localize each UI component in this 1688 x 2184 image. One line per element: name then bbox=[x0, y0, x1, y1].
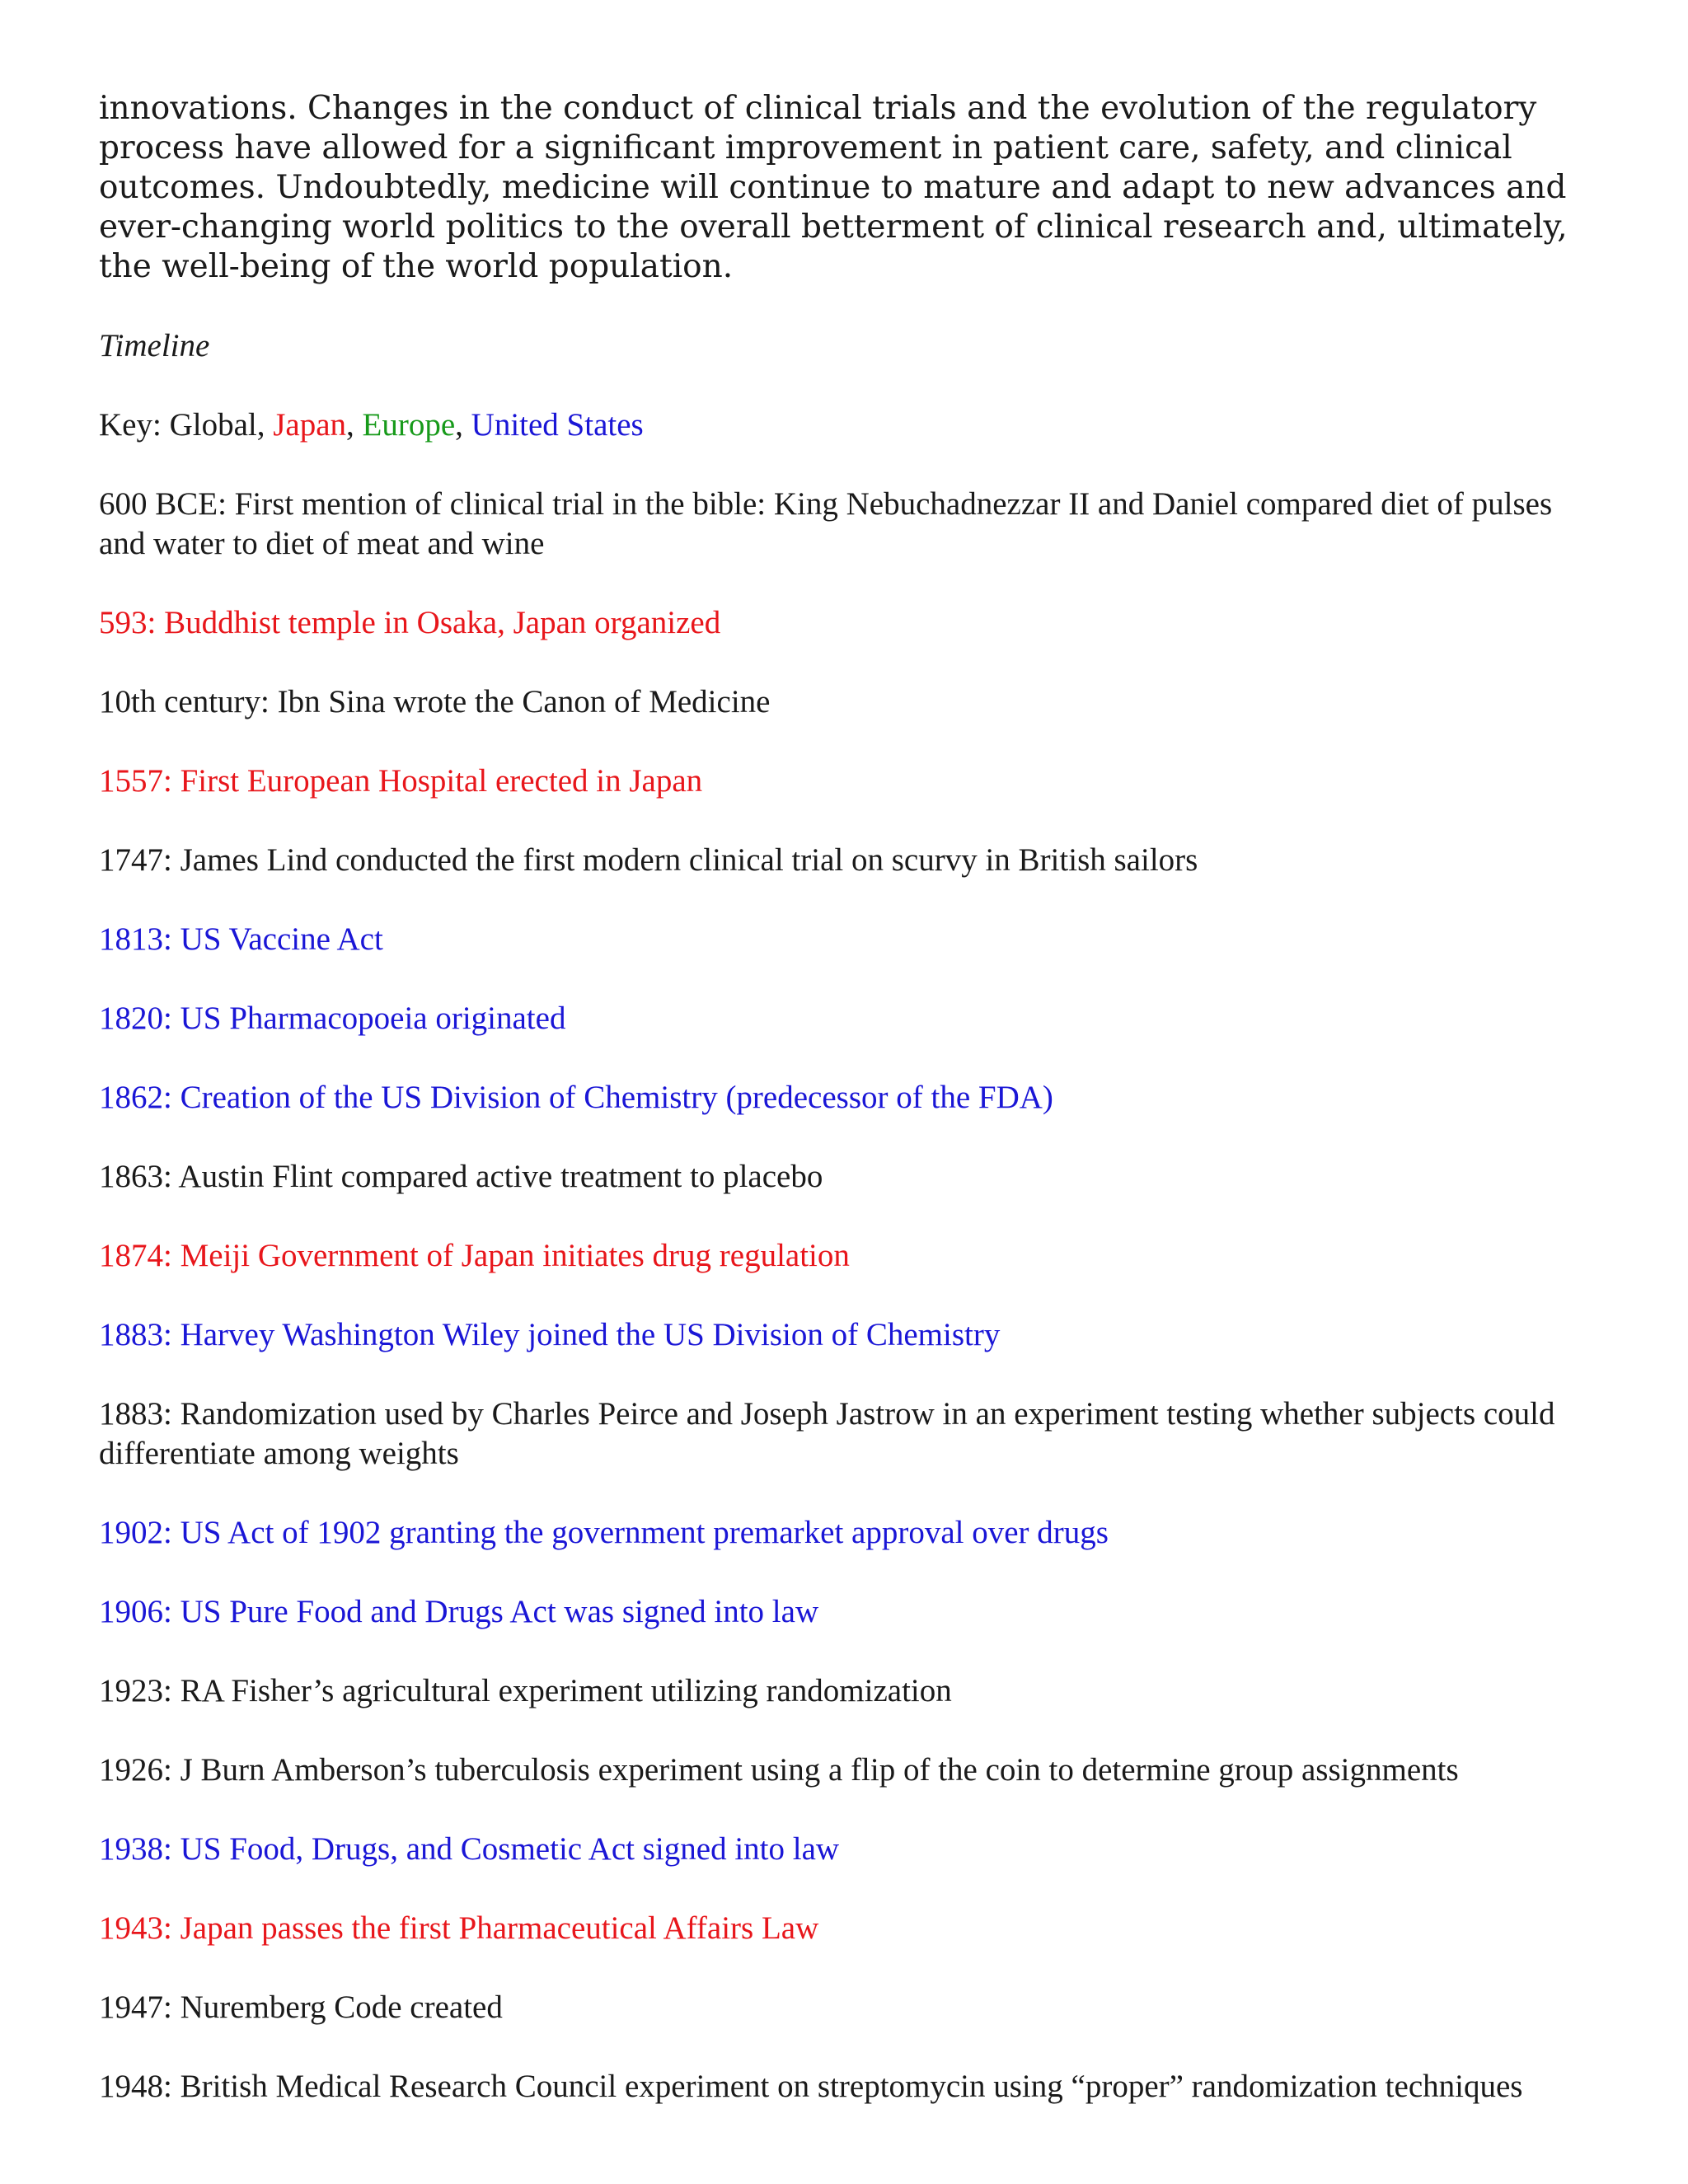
key-united-states: United States bbox=[471, 407, 644, 443]
timeline-entry-us: 1906: US Pure Food and Drugs Act was signed into law bbox=[99, 1594, 819, 1629]
timeline-entry-japan: 1557: First European Hospital erected in Japan bbox=[99, 763, 703, 799]
key-prefix: Key: bbox=[99, 407, 170, 443]
timeline-entry-global: 10th century: Ibn Sina wrote the Canon of Medicine bbox=[99, 684, 771, 719]
timeline-list bbox=[99, 485, 1599, 2107]
key-separator: , bbox=[455, 407, 471, 443]
timeline-entry-global: 1926: J Burn Amberson’s tuberculosis experiment using a flip of the coin to determine group assignments bbox=[99, 1752, 1459, 1788]
timeline-entry-us: 1902: US Act of 1902 granting the government premarket approval over drugs bbox=[99, 1515, 1109, 1550]
timeline-entry-us: 1883: Harvey Washington Wiley joined the US Division of Chemistry bbox=[99, 1317, 1001, 1352]
timeline-entry-japan: 1874: Meiji Government of Japan initiates drug regulation bbox=[99, 1238, 850, 1273]
document-page bbox=[99, 89, 1599, 2107]
timeline-entry-us: 1820: US Pharmacopoeia originated bbox=[99, 1001, 566, 1036]
key-japan: Japan bbox=[273, 407, 347, 443]
timeline-entry-us: 1862: Creation of the US Division of Chemistry (predecessor of the FDA) bbox=[99, 1080, 1053, 1115]
timeline-entry-us: 1813: US Vaccine Act bbox=[99, 921, 383, 957]
key-separator: , bbox=[346, 407, 363, 443]
timeline-entry-japan: 1943: Japan passes the first Pharmaceutical Affairs Law bbox=[99, 1910, 819, 1946]
color-key bbox=[99, 405, 1599, 445]
timeline-entry-global: 600 BCE: First mention of clinical trial in the bible: King Nebuchadnezzar II and Daniel compared diet of pulses and water to diet of meat and wine bbox=[99, 486, 1553, 561]
timeline-entry-global: 1923: RA Fisher’s agricultural experiment utilizing randomization bbox=[99, 1673, 952, 1708]
timeline-entry-global: 1948: British Medical Research Council experiment on streptomycin using “proper” randomization techniques bbox=[99, 2069, 1523, 2104]
key-separator: , bbox=[256, 407, 274, 443]
timeline-entry-global: 1883: Randomization used by Charles Peirce and Joseph Jastrow in an experiment testing whether subjects could differentiate among weights bbox=[99, 1396, 1555, 1471]
key-europe: Europe bbox=[362, 407, 456, 443]
key-global: Global bbox=[169, 407, 257, 443]
timeline-entry-global: 1747: James Lind conducted the first modern clinical trial on scurvy in British sailors bbox=[99, 842, 1198, 878]
timeline-entry-global: 1947: Nuremberg Code created bbox=[99, 1990, 503, 2025]
intro-paragraph: innovations. Changes in the conduct of clinical trials and the evolution of the regulatory process have allowed for a significant improvement in patient care, safety, and clinical outcomes. Undoubtedly, medicine will continue to mature and adapt to new advances and ever-changing world politics to the overall betterment of clinical research and, ultimately, the well-being of the world population. bbox=[99, 90, 1568, 285]
timeline-entry-japan: 593: Buddhist temple in Osaka, Japan organized bbox=[99, 605, 721, 640]
timeline-entry-global: 1863: Austin Flint compared active treatment to placebo bbox=[99, 1159, 823, 1194]
timeline-heading: Timeline bbox=[99, 328, 210, 363]
timeline-entry-us: 1938: US Food, Drugs, and Cosmetic Act signed into law bbox=[99, 1831, 840, 1867]
